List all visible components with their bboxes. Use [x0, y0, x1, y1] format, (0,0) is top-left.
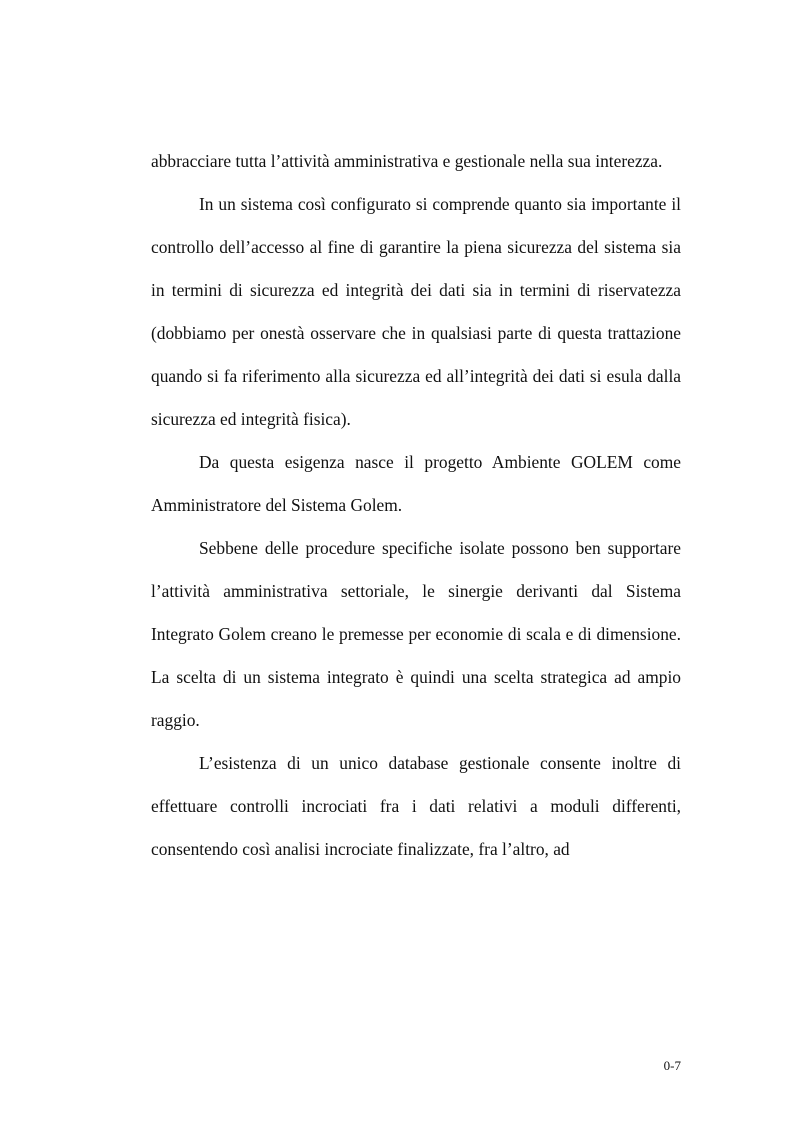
paragraph-access-control: In un sistema così configurato si comprende quanto sia importante il controllo dell’accesso al fine di garantire la piena sicurezza del sistema sia in termini di sicurezza ed integrità dei dati sia in termini di riservatezza (dobbiamo per onestà osservare che in qualsiasi parte di questa trattazione quando si fa riferimento alla sicurezza ed all’integrità dei dati si esula dalla sicurezza ed integrità fisica).: [151, 194, 681, 429]
body-text: [151, 140, 681, 871]
paragraph-single-database: L’esistenza di un unico database gestionale consente inoltre di effettuare controlli incrociati fra i dati relativi a moduli differenti, consentendo così analisi incrociate finalizzate, fra l’altro, ad: [151, 753, 681, 859]
page-number: 0-7: [663, 1058, 681, 1073]
paragraph-golem-project: Da questa esigenza nasce il progetto Ambiente GOLEM come Amministratore del Sistema Golem.: [151, 452, 681, 515]
paragraph-continuation: abbracciare tutta l’attività amministrativa e gestionale nella sua interezza.: [151, 151, 663, 171]
paragraph-integrated-system: Sebbene delle procedure specifiche isolate possono ben supportare l’attività amministrativa settoriale, le sinergie derivanti dal Sistema Integrato Golem creano le premesse per economie di scala e di dimensione. La scelta di un sistema integrato è quindi una scelta strategica ad ampio raggio.: [151, 538, 681, 730]
